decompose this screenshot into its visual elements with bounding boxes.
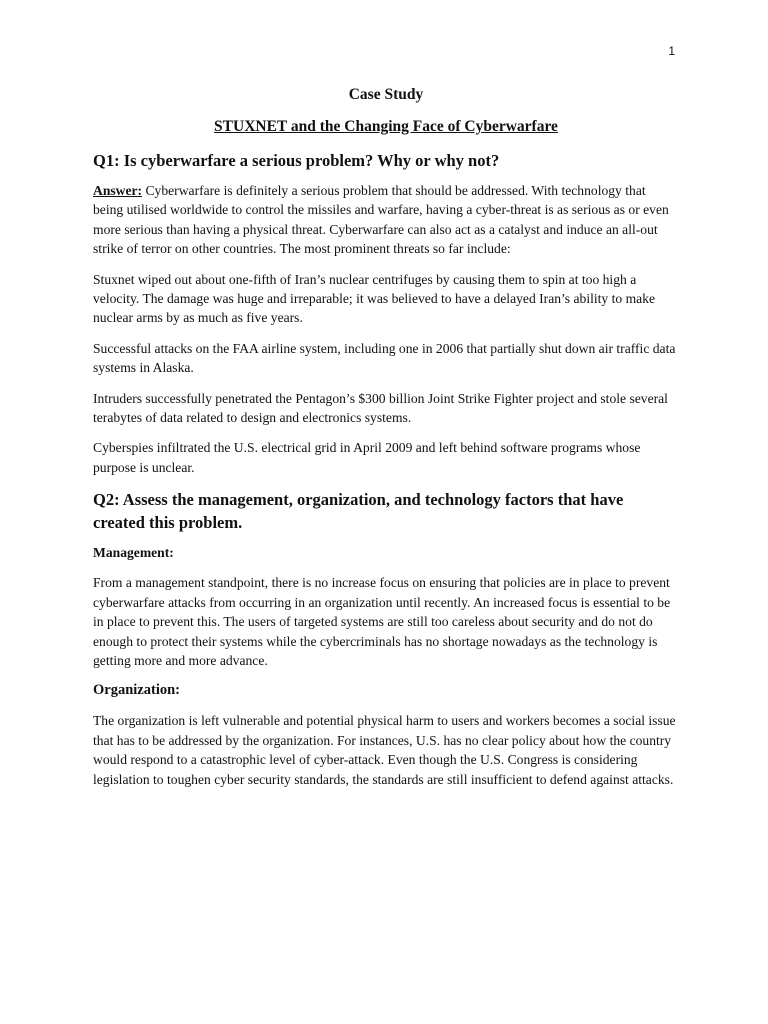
page-number: 1: [668, 44, 675, 58]
document-body: [93, 86, 679, 800]
threat-pentagon: Intruders successfully penetrated the Pentagon’s $300 billion Joint Strike Fighter project and stole several terabytes of data related to design and electronics systems.: [93, 390, 668, 426]
answer-label: Answer:: [93, 183, 143, 198]
threat-electrical-grid: Cyberspies infiltrated the U.S. electrical grid in April 2009 and left behind software programs whose purpose is unclear.: [93, 440, 641, 475]
answer-text: Cyberwarfare is definitely a serious problem that should be addressed. With technology that being utilised worldwide to control the missiles and warfare, having a cyber-threat is as serious as or even more serious than having a physical threat. Cyberwarfare can also act as a catalyst and induce an all-out strike of terror on other countries. The most prominent threats so far include:: [93, 183, 669, 257]
question-1: Q1: Is cyberwarfare a serious problem? Why or why not?: [93, 151, 500, 170]
answer-paragraph: [93, 181, 679, 259]
organization-paragraph: The organization is left vulnerable and potential physical harm to users and workers becomes a social issue that has to be addressed by the organization. For instances, U.S. has no clear policy about how the country would respond to a catastrophic level of cyber-attack. Even though the U.S. Congress is considering legislation to toughen cyber security standards, the standards are still insufficient to defend against attacks.: [93, 713, 676, 787]
case-study-title: Case Study: [348, 86, 424, 103]
threat-faa: Successful attacks on the FAA airline system, including one in 2006 that partially shut down air traffic data systems in Alaska.: [93, 340, 676, 376]
management-paragraph: From a management standpoint, there is no increase focus on ensuring that policies are in place to prevent cyberwarfare attacks from occurring in an organization until recently. An increased focus is essential to be in place to prevent this. The users of targeted systems are still too careless about security and do not do enough to protect their systems while the cybercriminals has no shortage nowadays as the technology is getting more and more advance.: [93, 575, 671, 668]
organization-heading: Organization:: [93, 682, 180, 699]
management-heading: Management:: [93, 545, 174, 561]
threat-stuxnet: Stuxnet wiped out about one-fifth of Iran’s nuclear centrifuges by causing them to spin at too high a velocity. The damage was huge and irreparable; it was believed to have a delayed Iran’s ability to make nuclear arms by as much as five years.: [93, 271, 656, 326]
question-2: Q2: Assess the management, organization, and technology factors that have created this problem.: [93, 490, 624, 533]
case-study-subtitle: STUXNET and the Changing Face of Cyberwarfare: [214, 118, 558, 135]
